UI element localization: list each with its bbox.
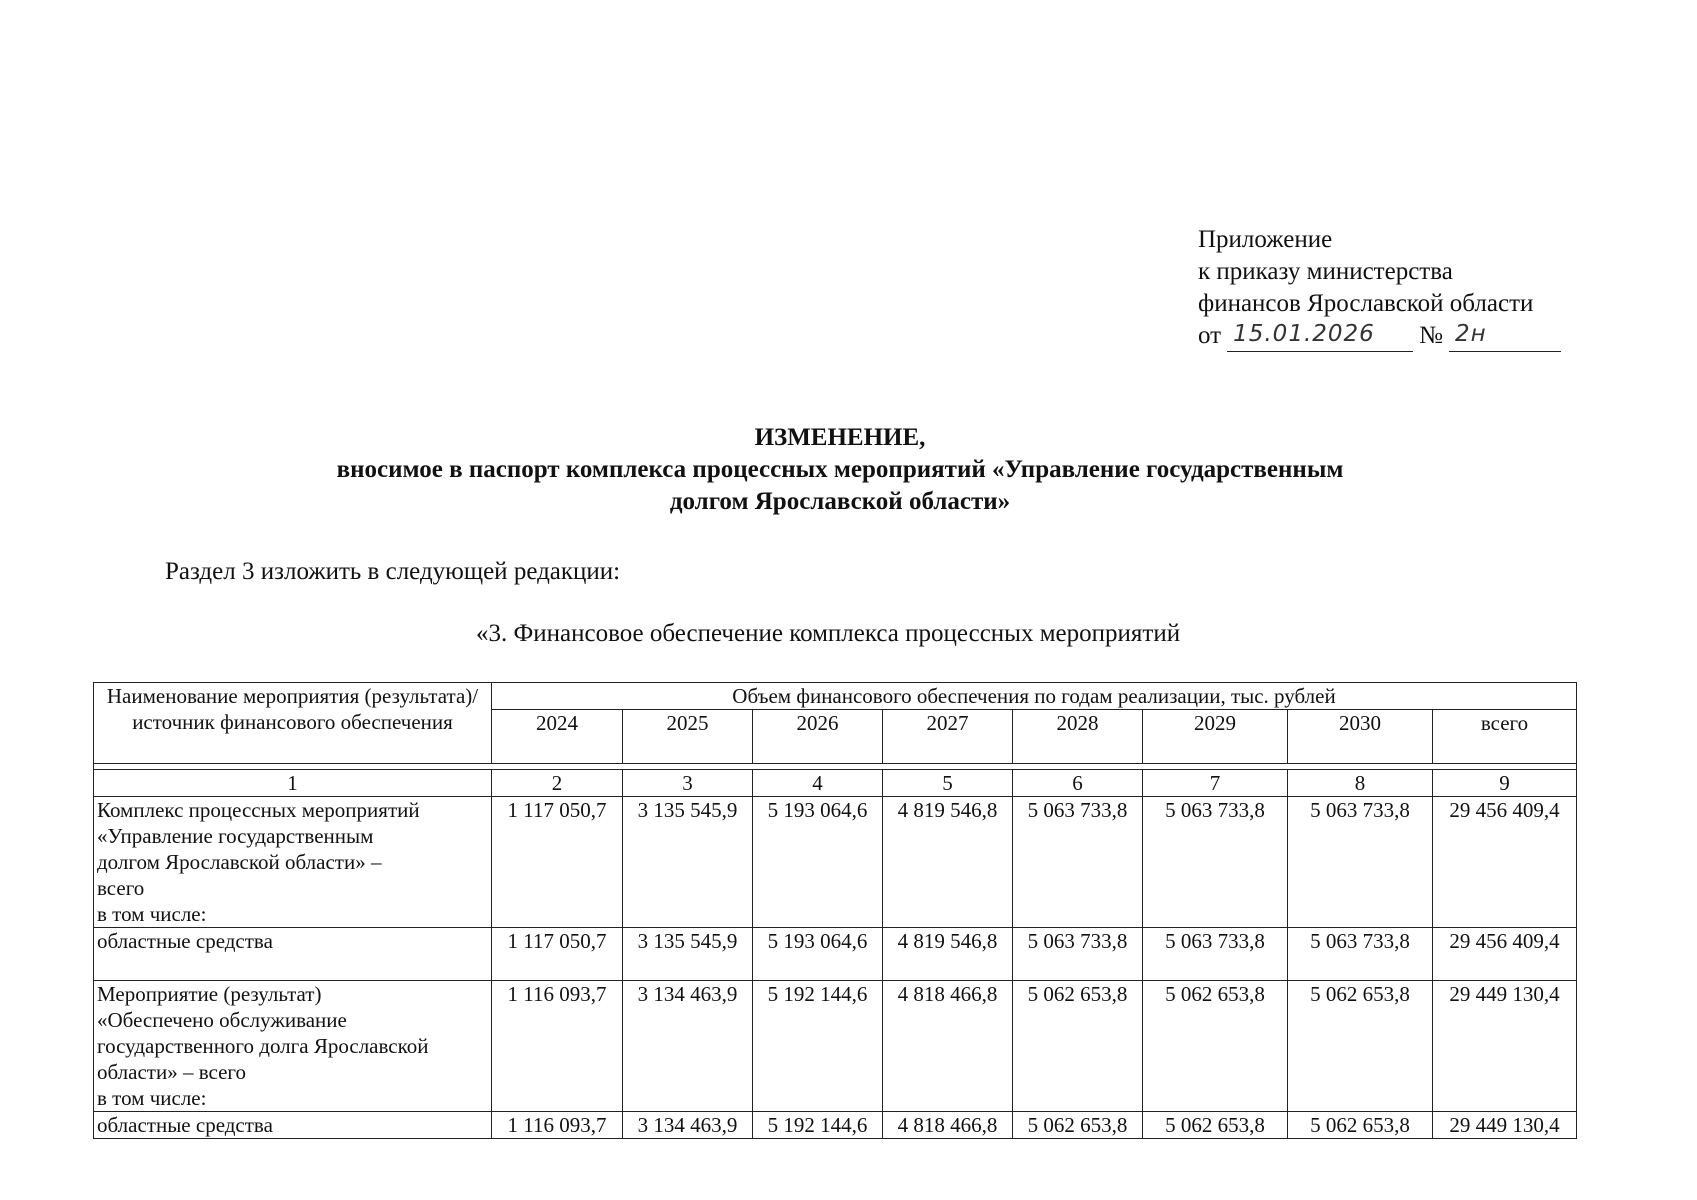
row-value-cell: 5 063 733,8 <box>1013 797 1143 928</box>
date-field <box>1227 321 1413 352</box>
row-value-cell: 4 819 546,8 <box>883 928 1013 981</box>
table-row <box>94 928 1577 981</box>
total-header: всего <box>1433 710 1577 764</box>
row-value-cell: 5 063 733,8 <box>1143 797 1288 928</box>
title-line-2: вносимое в паспорт комплекса процессных мероприятий «Управление государственным <box>336 456 1344 483</box>
row-value-cell: 3 134 463,9 <box>623 981 753 1112</box>
section-instruction: Раздел 3 изложить в следующей редакции: <box>165 558 621 585</box>
column-number: 4 <box>753 770 883 797</box>
title-line-1: ИЗМЕНЕНИЕ, <box>754 424 926 451</box>
row-value-cell: 1 117 050,7 <box>492 928 623 981</box>
row-value-cell: 5 062 653,8 <box>1288 1112 1433 1139</box>
row-value-cell: 5 193 064,6 <box>753 797 883 928</box>
row-name-line: государственного долга Ярославской <box>97 1034 429 1058</box>
row-value-cell: 5 062 653,8 <box>1013 1112 1143 1139</box>
year-header: 2030 <box>1288 710 1433 764</box>
row-name-cell <box>94 1112 492 1139</box>
row-name-line: в том числе: <box>97 1086 207 1110</box>
appendix-line-2: к приказу министерства <box>1198 258 1453 285</box>
row-name-line: областные средства <box>97 929 273 953</box>
year-header: 2029 <box>1143 710 1288 764</box>
number-field <box>1449 321 1561 352</box>
row-value-cell: 1 117 050,7 <box>492 797 623 928</box>
row-name-line: всего <box>97 876 145 900</box>
title-line-3: долгом Ярославской области» <box>669 488 1011 515</box>
row-name-cell <box>94 928 492 981</box>
handwritten-date: 15.01.2026 <box>1233 321 1375 347</box>
column-number-row <box>94 770 1577 797</box>
appendix-date-line <box>1198 320 1561 352</box>
year-header: 2028 <box>1013 710 1143 764</box>
row-value-cell: 5 062 653,8 <box>1013 981 1143 1112</box>
row-value-cell: 5 062 653,8 <box>1143 981 1288 1112</box>
row-value-cell: 1 116 093,7 <box>492 1112 623 1139</box>
row-value-cell: 3 135 545,9 <box>623 928 753 981</box>
column-number: 8 <box>1288 770 1433 797</box>
table-row <box>94 981 1577 1112</box>
row-value-cell: 5 192 144,6 <box>753 1112 883 1139</box>
year-header: 2026 <box>753 710 883 764</box>
row-value-cell: 1 116 093,7 <box>492 981 623 1112</box>
appendix-header <box>1198 224 1561 352</box>
year-header: 2025 <box>623 710 753 764</box>
row-name-line: Комплекс процессных мероприятий <box>97 798 420 822</box>
row-name-line: в том числе: <box>97 902 207 926</box>
volume-header: Объем финансового обеспечения по годам реализации, тыс. рублей <box>492 683 1577 710</box>
row-value-cell: 5 192 144,6 <box>753 981 883 1112</box>
row-value-cell: 4 818 466,8 <box>883 1112 1013 1139</box>
row-value-cell: 5 063 733,8 <box>1288 797 1433 928</box>
table-row <box>94 1112 1577 1139</box>
header-row-1 <box>94 683 1577 710</box>
financing-table <box>93 682 1577 1139</box>
row-name-line: Мероприятие (результат) <box>97 982 322 1006</box>
row-value-cell: 3 134 463,9 <box>623 1112 753 1139</box>
column-number: 3 <box>623 770 753 797</box>
row-value-cell: 5 062 653,8 <box>1143 1112 1288 1139</box>
appendix-line-1: Приложение <box>1198 226 1333 253</box>
row-name-line: долгом Ярославской области» – <box>97 850 382 874</box>
number-sign: № <box>1419 322 1443 349</box>
year-header: 2027 <box>883 710 1013 764</box>
date-prefix: от <box>1198 322 1222 349</box>
column-number: 9 <box>1433 770 1577 797</box>
document-title <box>160 422 1520 518</box>
appendix-line-3: финансов Ярославской области <box>1198 290 1534 317</box>
column-number: 2 <box>492 770 623 797</box>
row-value-cell: 5 193 064,6 <box>753 928 883 981</box>
column-number: 7 <box>1143 770 1288 797</box>
row-value-cell: 5 063 733,8 <box>1143 928 1288 981</box>
row-name-line: «Управление государственным <box>97 824 374 848</box>
row-total-cell: 29 449 130,4 <box>1433 1112 1577 1139</box>
row-value-cell: 5 063 733,8 <box>1013 928 1143 981</box>
column-number: 5 <box>883 770 1013 797</box>
row-name-cell <box>94 797 492 928</box>
row-value-cell: 4 819 546,8 <box>883 797 1013 928</box>
column-number: 6 <box>1013 770 1143 797</box>
row-total-cell: 29 449 130,4 <box>1433 981 1577 1112</box>
row-name-line: областные средства <box>97 1113 273 1137</box>
table-row <box>94 797 1577 928</box>
year-header: 2024 <box>492 710 623 764</box>
row-value-cell: 5 062 653,8 <box>1288 981 1433 1112</box>
row-name-line: области» – всего <box>97 1060 246 1084</box>
handwritten-number: 2н <box>1454 321 1487 347</box>
row-total-cell: 29 456 409,4 <box>1433 928 1577 981</box>
row-name-cell <box>94 981 492 1112</box>
row-value-cell: 5 063 733,8 <box>1288 928 1433 981</box>
column-number: 1 <box>94 770 492 797</box>
row-total-cell: 29 456 409,4 <box>1433 797 1577 928</box>
row-name-line: «Обеспечено обслуживание <box>97 1008 347 1032</box>
row-value-cell: 3 135 545,9 <box>623 797 753 928</box>
table-caption: «3. Финансовое обеспечение комплекса процессных мероприятий <box>476 620 1181 647</box>
row-value-cell: 4 818 466,8 <box>883 981 1013 1112</box>
name-column-header: Наименование мероприятия (результата)/ источник финансового обеспечения <box>94 683 492 764</box>
